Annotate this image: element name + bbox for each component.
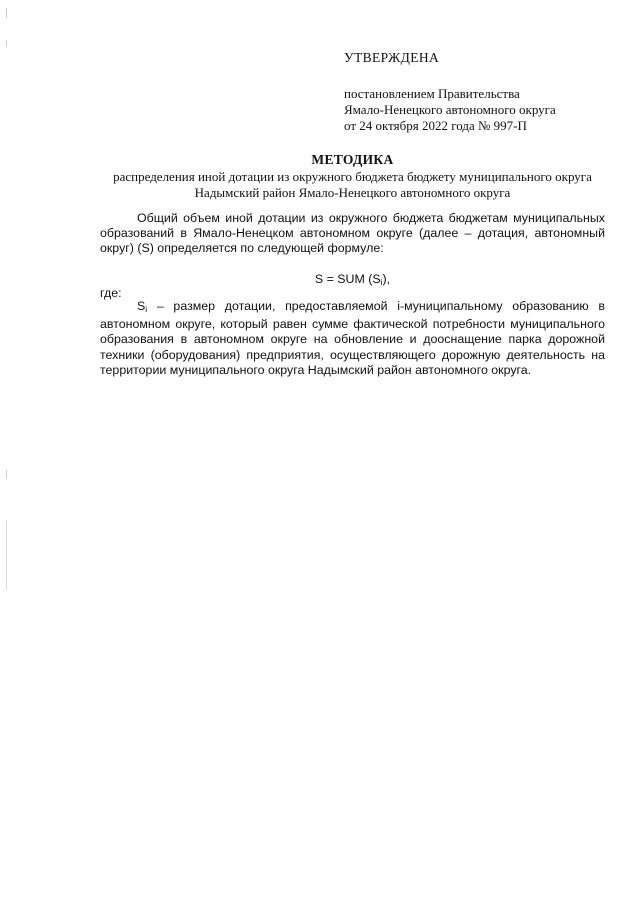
definition-subscript: i [145,304,148,314]
scan-mark [6,520,7,590]
definition-text: – размер дотации, предоставляемой i-муниципальному образованию в автономном округе, который равен сумме фактической потребности муниципального образования в автономном округе на обновление и дооснащение парка дорожной техники (оборудования) предприятия, осуществляющего дорожную деятельность на территории муниципального округа Надымский район автономного округа. [100,299,605,377]
approval-line: постановлением Правительства [344,86,520,101]
formula-prefix: S = SUM (S [314,272,381,286]
approval-date-line: от 24 октября 2022 года № 997-П [344,118,527,133]
formula [100,272,605,287]
scan-mark [6,470,7,478]
where-label: где: [100,286,122,300]
definition-paragraph [100,299,605,378]
approval-block [344,50,624,134]
document-subtitle: распределения иной дотации из окружного бюджета бюджету муниципального округа Надымский район Ямало-Ненецкого автономного округа [113,169,592,200]
intro-paragraph: Общий объем иной дотации из окружного бюджета бюджетам муниципальных образований в Ямало-Ненецком автономном округе (далее – дотация, автономный округ) (S) определяется по следующей формуле: [100,211,605,256]
formula-subscript: i [380,277,383,287]
scan-mark [6,40,7,46]
approval-title: УТВЕРЖДЕНА [344,50,440,65]
approval-line: Ямало-Ненецкого автономного округа [344,102,556,117]
definition-symbol: S [137,299,146,313]
scan-mark [6,8,7,18]
formula-suffix: ), [382,272,391,286]
document-title: МЕТОДИКА [311,152,394,167]
